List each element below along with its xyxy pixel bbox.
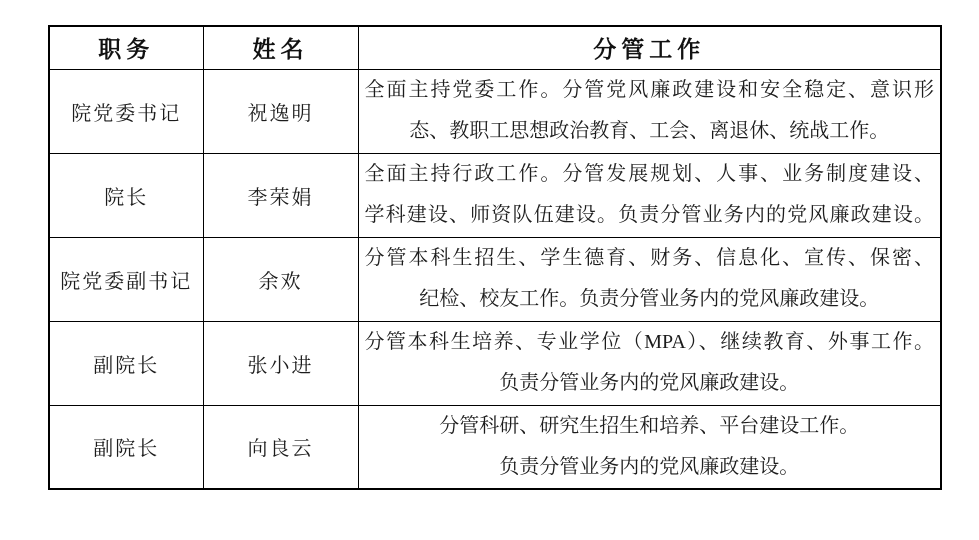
name-cell: 向良云	[203, 405, 358, 489]
duties-cell	[358, 321, 941, 405]
header-position: 职务	[49, 26, 203, 69]
position-cell: 院党委副书记	[49, 237, 203, 321]
duty-line: 纪检、校友工作。负责分管业务内的党风廉政建设。	[419, 288, 880, 310]
position-cell: 副院长	[49, 321, 203, 405]
duty-line: 负责分管业务内的党风廉政建设。	[499, 372, 800, 394]
table-row	[49, 405, 941, 489]
duty-line: 分管本科生培养、专业学位（MPA）、继续教育、外事工作。	[364, 331, 934, 353]
duties-cell	[358, 69, 941, 153]
header-duties: 分管工作	[358, 26, 941, 69]
duty-line: 分管本科生招生、学生德育、财务、信息化、宣传、保密、	[364, 247, 934, 269]
name-cell: 祝逸明	[203, 69, 358, 153]
table-row	[49, 69, 941, 153]
table-row	[49, 153, 941, 237]
leadership-duties-table	[48, 25, 942, 490]
position-cell: 院党委书记	[49, 69, 203, 153]
duties-cell	[358, 405, 941, 489]
duty-line: 负责分管业务内的党风廉政建设。	[499, 455, 800, 478]
name-cell: 张小进	[203, 321, 358, 405]
table-header-row	[49, 26, 941, 69]
name-cell: 余欢	[203, 237, 358, 321]
duty-line: 全面主持党委工作。分管党风廉政建设和安全稳定、意识形	[364, 79, 934, 101]
duty-line: 全面主持行政工作。分管发展规划、人事、业务制度建设、	[364, 163, 934, 185]
duty-line: 学科建设、师资队伍建设。负责分管业务内的党风廉政建设。	[364, 204, 934, 226]
position-cell: 副院长	[49, 405, 203, 489]
name-cell: 李荣娟	[203, 153, 358, 237]
header-name: 姓名	[203, 26, 358, 69]
duties-cell	[358, 153, 941, 237]
duties-cell	[358, 237, 941, 321]
table-row	[49, 321, 941, 405]
duty-line: 分管科研、研究生招生和培养、平台建设工作。	[439, 414, 860, 437]
duty-line: 态、教职工思想政治教育、工会、离退休、统战工作。	[409, 120, 890, 142]
position-cell: 院长	[49, 153, 203, 237]
table-row	[49, 237, 941, 321]
